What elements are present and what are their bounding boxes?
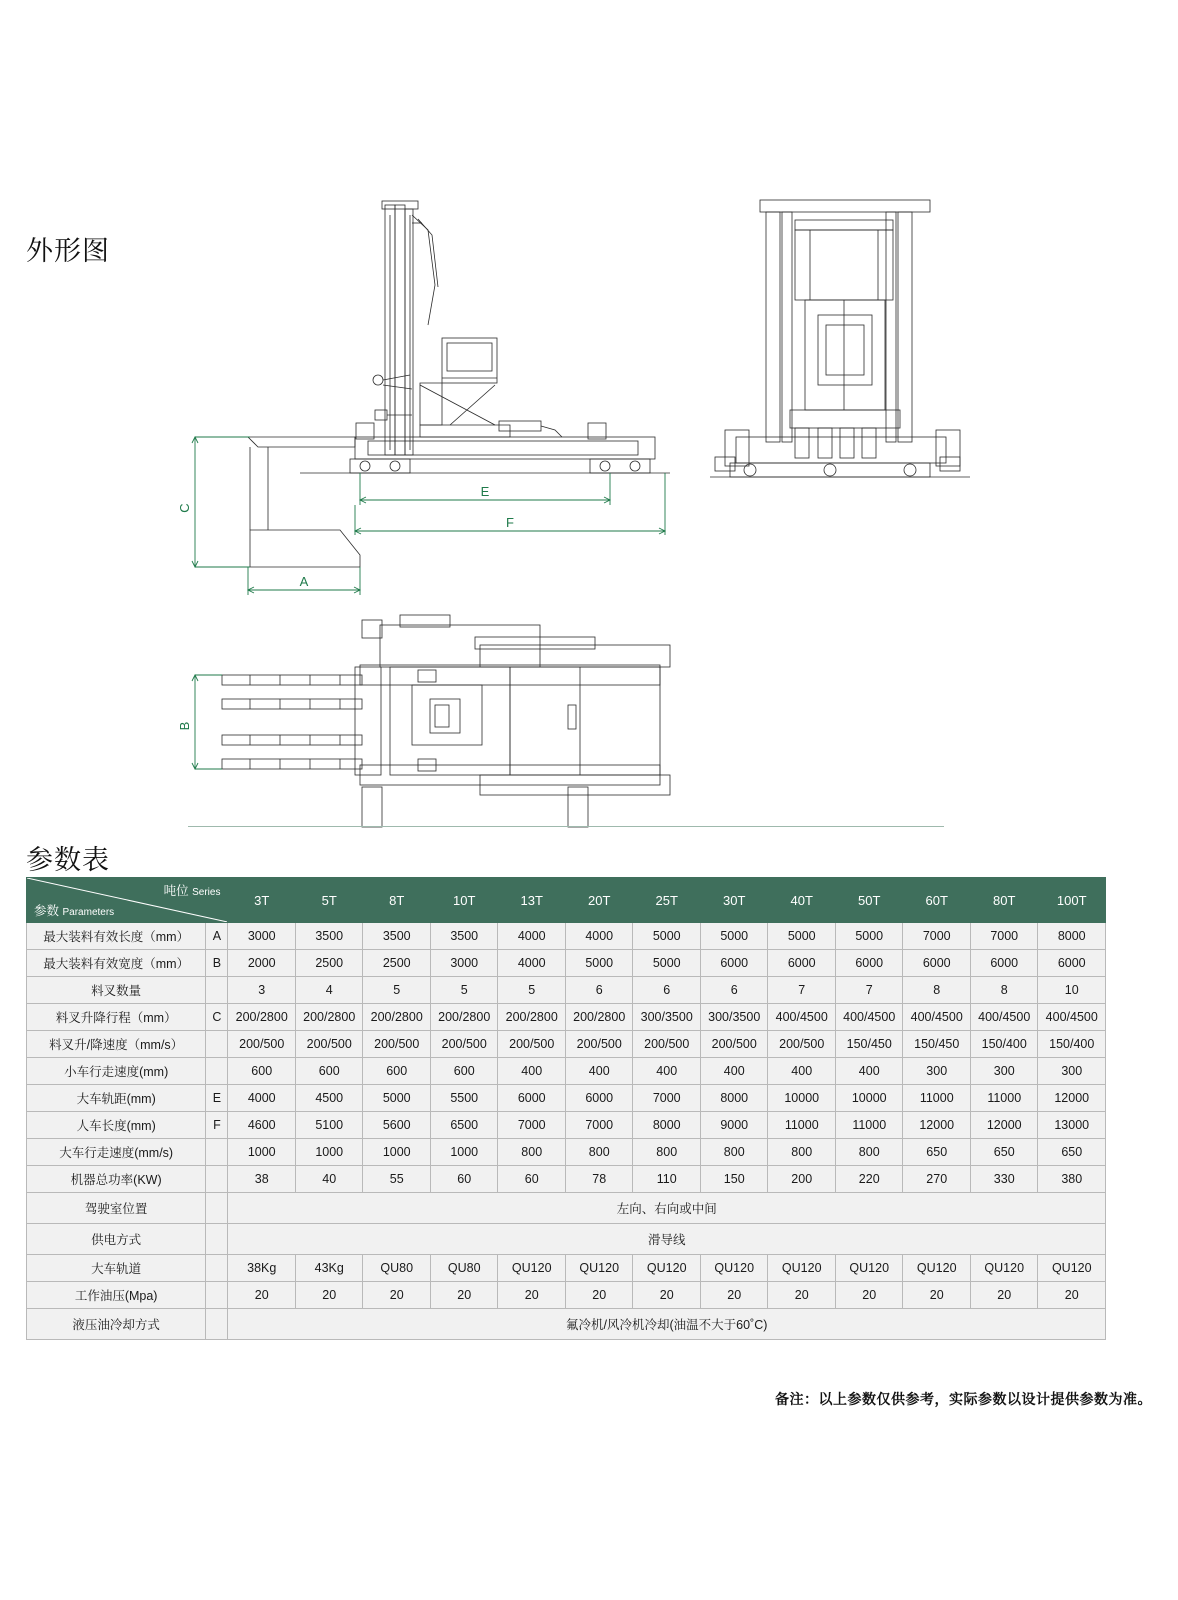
table-corner-cell [27, 878, 228, 923]
table-cell: 600 [295, 1058, 363, 1085]
table-cell: 78 [565, 1166, 633, 1193]
table-row [27, 1224, 1106, 1255]
table-cell: 8000 [1038, 923, 1106, 950]
dim-label-e: E [480, 484, 490, 499]
table-cell: QU120 [565, 1255, 633, 1282]
table-cell: QU120 [970, 1255, 1038, 1282]
table-cell: 4000 [498, 950, 566, 977]
table-cell: 20 [1038, 1282, 1106, 1309]
corner-params-label: 参数 Parameters [34, 904, 115, 918]
table-row-label: 驾驶室位置 [27, 1193, 206, 1224]
table-cell: 20 [430, 1282, 498, 1309]
table-cell: 1000 [430, 1139, 498, 1166]
table-row [27, 1166, 1106, 1193]
table-cell: 6000 [768, 950, 836, 977]
table-cell: 20 [835, 1282, 903, 1309]
table-row-label: 最大装料有效长度（mm） [27, 923, 206, 950]
table-cell: 200/2800 [228, 1004, 296, 1031]
table-cell: 55 [363, 1166, 431, 1193]
table-cell: 110 [633, 1166, 701, 1193]
table-cell: 200/500 [700, 1031, 768, 1058]
table-cell: 7000 [565, 1112, 633, 1139]
table-cell: 150/400 [970, 1031, 1038, 1058]
table-row-label: 人车长度(mm) [27, 1112, 206, 1139]
table-cell: 7 [835, 977, 903, 1004]
table-row-code: E [206, 1085, 228, 1112]
table-cell: 400/4500 [970, 1004, 1038, 1031]
table-cell: 300/3500 [700, 1004, 768, 1031]
table-cell: 6000 [835, 950, 903, 977]
table-column-header: 80T [970, 878, 1038, 923]
table-row-code [206, 1255, 228, 1282]
table-row-label: 料叉升降行程（mm） [27, 1004, 206, 1031]
table-cell: 4000 [565, 923, 633, 950]
table-cell: 400 [498, 1058, 566, 1085]
table-cell: 200/500 [430, 1031, 498, 1058]
table-cell: 9000 [700, 1112, 768, 1139]
table-cell: 10000 [768, 1085, 836, 1112]
table-cell: 1000 [295, 1139, 363, 1166]
table-cell: 650 [1038, 1139, 1106, 1166]
table-cell: 20 [565, 1282, 633, 1309]
table-cell-merged: 左向、右向或中间 [228, 1193, 1106, 1224]
table-row-label: 大车行走速度(mm/s) [27, 1139, 206, 1166]
table-cell: 300 [1038, 1058, 1106, 1085]
table-row [27, 923, 1106, 950]
page-title-outline: 外形图 [26, 236, 110, 266]
table-row-code [206, 1282, 228, 1309]
table-cell: 40 [295, 1166, 363, 1193]
table-column-header: 25T [633, 878, 701, 923]
dim-label-b: B [177, 721, 192, 731]
table-cell: 20 [228, 1282, 296, 1309]
technical-drawing [150, 175, 1050, 835]
table-cell: 43Kg [295, 1255, 363, 1282]
table-column-header: 10T [430, 878, 498, 923]
table-row [27, 1085, 1106, 1112]
spec-table-container [26, 877, 1106, 1340]
table-cell: 400 [565, 1058, 633, 1085]
table-cell: 1000 [363, 1139, 431, 1166]
dim-label-c: C [177, 503, 192, 513]
table-cell: 5 [498, 977, 566, 1004]
table-row-code [206, 977, 228, 1004]
table-cell: 600 [430, 1058, 498, 1085]
table-cell: 200/500 [363, 1031, 431, 1058]
table-row-code [206, 1031, 228, 1058]
table-row-code [206, 1166, 228, 1193]
table-row-label: 最大装料有效宽度（mm） [27, 950, 206, 977]
table-cell: 200/2800 [565, 1004, 633, 1031]
table-cell: 3500 [363, 923, 431, 950]
table-cell: 5000 [633, 950, 701, 977]
table-row-label: 大车轨距(mm) [27, 1085, 206, 1112]
table-cell: 200/2800 [295, 1004, 363, 1031]
table-row [27, 1282, 1106, 1309]
table-row [27, 1255, 1106, 1282]
table-cell: 8000 [633, 1112, 701, 1139]
table-cell: 6000 [498, 1085, 566, 1112]
table-column-header: 100T [1038, 878, 1106, 923]
table-cell: 20 [700, 1282, 768, 1309]
table-row-code [206, 1224, 228, 1255]
table-cell: 4000 [498, 923, 566, 950]
table-cell: 11000 [835, 1112, 903, 1139]
table-cell: 5000 [835, 923, 903, 950]
corner-series-label: 吨位 Series [163, 884, 221, 898]
table-row-label: 料叉数量 [27, 977, 206, 1004]
table-cell: 7000 [970, 923, 1038, 950]
table-row-code: A [206, 923, 228, 950]
table-cell: 400/4500 [903, 1004, 971, 1031]
table-cell: 10000 [835, 1085, 903, 1112]
table-cell: 12000 [903, 1112, 971, 1139]
table-column-header: 50T [835, 878, 903, 923]
table-cell: 3500 [430, 923, 498, 950]
table-cell: 4600 [228, 1112, 296, 1139]
table-cell: 2500 [363, 950, 431, 977]
table-cell: 11000 [970, 1085, 1038, 1112]
table-cell: 20 [768, 1282, 836, 1309]
table-cell: 11000 [768, 1112, 836, 1139]
table-cell: QU80 [363, 1255, 431, 1282]
table-row [27, 1004, 1106, 1031]
table-cell: 8000 [700, 1085, 768, 1112]
table-cell: 200/500 [565, 1031, 633, 1058]
table-cell: 800 [835, 1139, 903, 1166]
table-cell: 3000 [228, 923, 296, 950]
table-cell: 220 [835, 1166, 903, 1193]
table-cell: 400/4500 [768, 1004, 836, 1031]
table-cell: 3 [228, 977, 296, 1004]
table-cell: 5500 [430, 1085, 498, 1112]
table-row-label: 大车轨道 [27, 1255, 206, 1282]
table-cell: 400 [835, 1058, 903, 1085]
table-row-label: 机器总功率(KW) [27, 1166, 206, 1193]
table-cell: 200/500 [498, 1031, 566, 1058]
table-cell: 5000 [633, 923, 701, 950]
table-cell: QU120 [700, 1255, 768, 1282]
table-cell: 3000 [430, 950, 498, 977]
table-row-code: C [206, 1004, 228, 1031]
table-row-label: 小车行走速度(mm) [27, 1058, 206, 1085]
table-row [27, 1058, 1106, 1085]
table-cell: 400 [768, 1058, 836, 1085]
table-cell: 6000 [700, 950, 768, 977]
table-cell: 2000 [228, 950, 296, 977]
table-row-label: 工作油压(Mpa) [27, 1282, 206, 1309]
table-note: 备注：以上参数仅供参考，实际参数以设计提供参数为准。 [775, 1391, 1152, 1407]
table-cell: 6000 [1038, 950, 1106, 977]
table-cell: 300/3500 [633, 1004, 701, 1031]
table-cell: 20 [633, 1282, 701, 1309]
table-cell: QU120 [633, 1255, 701, 1282]
table-row [27, 1139, 1106, 1166]
table-row-code: B [206, 950, 228, 977]
table-column-header: 40T [768, 878, 836, 923]
table-cell: 400/4500 [835, 1004, 903, 1031]
table-cell: 200/2800 [430, 1004, 498, 1031]
table-cell: 300 [903, 1058, 971, 1085]
table-row-code [206, 1309, 228, 1340]
table-cell: 20 [970, 1282, 1038, 1309]
table-cell: 600 [363, 1058, 431, 1085]
table-cell-merged: 氟冷机/风冷机冷却(油温不大于60˚C) [228, 1309, 1106, 1340]
section-divider [188, 826, 944, 827]
table-column-header: 13T [498, 878, 566, 923]
table-cell: 7000 [498, 1112, 566, 1139]
table-cell: 330 [970, 1166, 1038, 1193]
table-cell: 300 [970, 1058, 1038, 1085]
table-cell: 5600 [363, 1112, 431, 1139]
table-cell: 200/2800 [363, 1004, 431, 1031]
table-cell: 800 [700, 1139, 768, 1166]
table-cell: 13000 [1038, 1112, 1106, 1139]
table-cell: 200 [768, 1166, 836, 1193]
table-cell: 12000 [1038, 1085, 1106, 1112]
table-column-header: 8T [363, 878, 431, 923]
table-cell: 600 [228, 1058, 296, 1085]
table-cell: 650 [970, 1139, 1038, 1166]
table-cell: 3500 [295, 923, 363, 950]
table-cell: 1000 [228, 1139, 296, 1166]
table-row [27, 950, 1106, 977]
dim-label-f: F [506, 515, 514, 530]
table-cell: 6 [565, 977, 633, 1004]
table-cell: 8 [903, 977, 971, 1004]
table-cell: 200/500 [228, 1031, 296, 1058]
table-cell: 7000 [633, 1085, 701, 1112]
table-column-header: 5T [295, 878, 363, 923]
table-column-header: 30T [700, 878, 768, 923]
table-cell: 270 [903, 1166, 971, 1193]
table-cell: 200/500 [633, 1031, 701, 1058]
table-column-header: 3T [228, 878, 296, 923]
table-cell: 6 [633, 977, 701, 1004]
table-row-code [206, 1058, 228, 1085]
table-cell: QU120 [768, 1255, 836, 1282]
table-cell: 4 [295, 977, 363, 1004]
table-cell: 20 [498, 1282, 566, 1309]
table-cell: QU120 [903, 1255, 971, 1282]
table-cell: 650 [903, 1139, 971, 1166]
table-cell: 5100 [295, 1112, 363, 1139]
table-cell: 11000 [903, 1085, 971, 1112]
table-row [27, 1112, 1106, 1139]
table-cell: 5000 [565, 950, 633, 977]
table-cell: 6000 [970, 950, 1038, 977]
table-cell: 5 [363, 977, 431, 1004]
table-cell: 380 [1038, 1166, 1106, 1193]
table-cell: 8 [970, 977, 1038, 1004]
spec-table [26, 877, 1106, 1340]
table-cell: QU120 [1038, 1255, 1106, 1282]
table-cell: 7 [768, 977, 836, 1004]
table-cell: 20 [903, 1282, 971, 1309]
table-cell: QU120 [498, 1255, 566, 1282]
table-cell: 4000 [228, 1085, 296, 1112]
table-row [27, 977, 1106, 1004]
table-row [27, 1031, 1106, 1058]
table-row-label: 液压油冷却方式 [27, 1309, 206, 1340]
table-cell: 60 [498, 1166, 566, 1193]
table-cell: 7000 [903, 923, 971, 950]
table-row-code [206, 1193, 228, 1224]
table-column-header: 60T [903, 878, 971, 923]
table-cell: QU120 [835, 1255, 903, 1282]
table-cell: 200/2800 [498, 1004, 566, 1031]
table-cell: 200/500 [295, 1031, 363, 1058]
table-cell: 400 [700, 1058, 768, 1085]
table-cell: 5000 [363, 1085, 431, 1112]
dim-label-a: A [299, 574, 309, 589]
table-cell: 5000 [700, 923, 768, 950]
table-cell: 6000 [903, 950, 971, 977]
table-cell: 38Kg [228, 1255, 296, 1282]
table-header-row [27, 878, 1106, 923]
table-row-label: 料叉升/降速度（mm/s） [27, 1031, 206, 1058]
table-cell: 2500 [295, 950, 363, 977]
table-cell: 150/450 [835, 1031, 903, 1058]
table-cell: 800 [498, 1139, 566, 1166]
table-column-header: 20T [565, 878, 633, 923]
table-row-code: F [206, 1112, 228, 1139]
table-cell: 38 [228, 1166, 296, 1193]
table-cell: 6000 [565, 1085, 633, 1112]
table-row [27, 1309, 1106, 1340]
table-cell: 400 [633, 1058, 701, 1085]
table-cell: 150/400 [1038, 1031, 1106, 1058]
table-cell: 400/4500 [1038, 1004, 1106, 1031]
table-cell: 20 [363, 1282, 431, 1309]
table-cell: 200/500 [768, 1031, 836, 1058]
table-cell: 150/450 [903, 1031, 971, 1058]
table-cell: 5 [430, 977, 498, 1004]
table-cell: 12000 [970, 1112, 1038, 1139]
table-cell: 6 [700, 977, 768, 1004]
table-cell: 20 [295, 1282, 363, 1309]
table-cell: 4500 [295, 1085, 363, 1112]
page-title-params: 参数表 [26, 845, 110, 875]
table-cell: 10 [1038, 977, 1106, 1004]
table-row-code [206, 1139, 228, 1166]
table-cell: 5000 [768, 923, 836, 950]
table-cell: 150 [700, 1166, 768, 1193]
table-cell: 60 [430, 1166, 498, 1193]
table-cell-merged: 滑导线 [228, 1224, 1106, 1255]
table-row-label: 供电方式 [27, 1224, 206, 1255]
table-row [27, 1193, 1106, 1224]
table-cell: 6500 [430, 1112, 498, 1139]
table-cell: 800 [633, 1139, 701, 1166]
table-cell: 800 [768, 1139, 836, 1166]
table-cell: 800 [565, 1139, 633, 1166]
table-cell: QU80 [430, 1255, 498, 1282]
